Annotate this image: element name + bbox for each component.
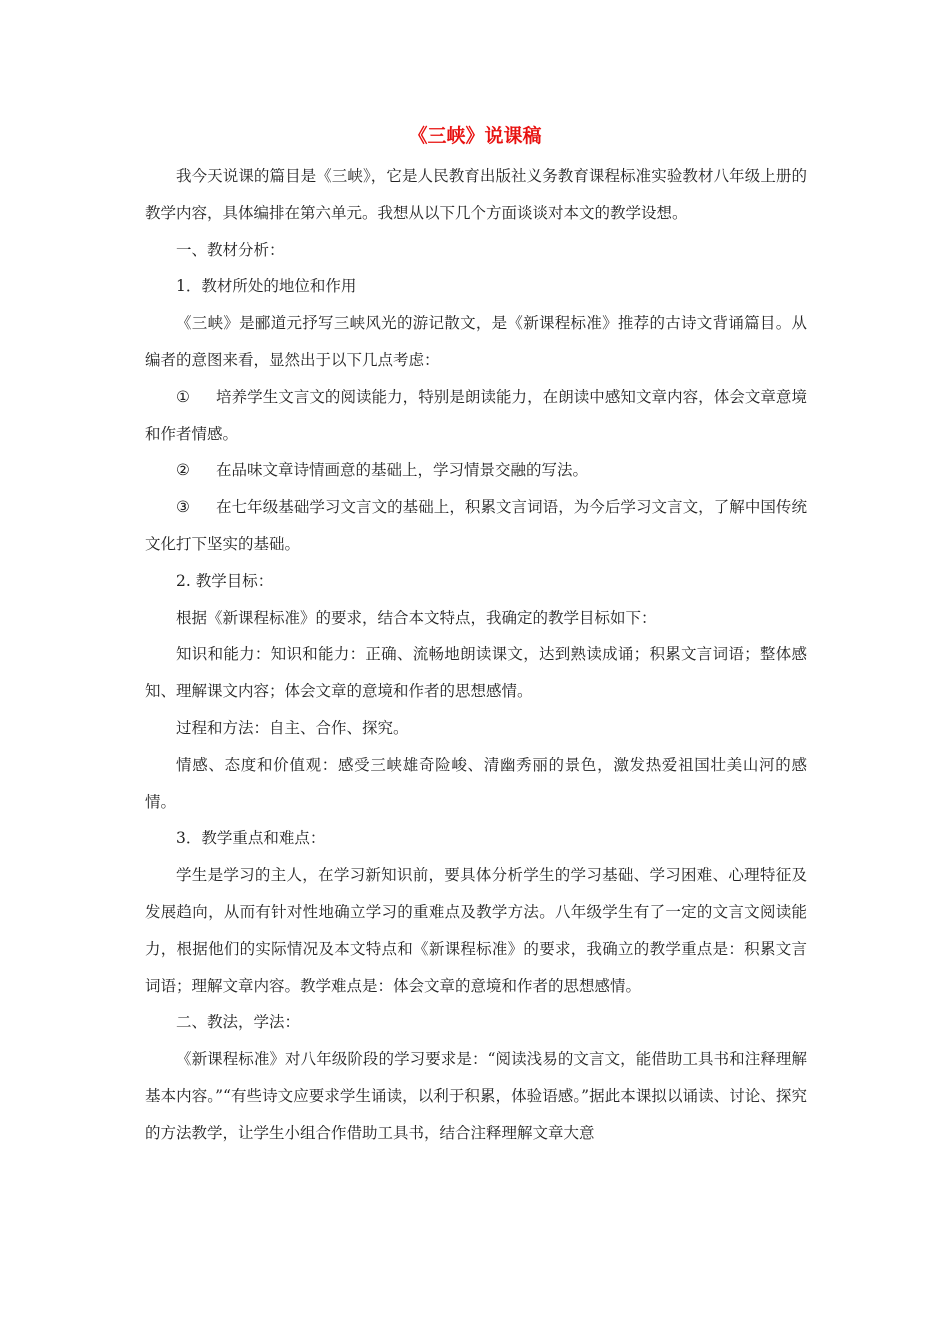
list-item-number: ③ xyxy=(176,498,190,517)
heading-teaching-methods: 二、教法，学法： xyxy=(176,1013,301,1032)
list-item-number: ② xyxy=(176,461,190,480)
list-item-number: ① xyxy=(176,387,190,406)
document-title: 《三峡》说课稿 xyxy=(408,125,542,147)
heading-textbook-analysis: 一、教材分析： xyxy=(176,240,285,259)
list-item xyxy=(145,379,807,453)
list-item-text: 培养学生文言文的阅读能力，特别是朗读能力，在朗读中感知文章内容，体会文章意境和作者情感。 xyxy=(145,387,807,443)
paragraph-position-role: 《三峡》是郦道元抒写三峡风光的游记散文，是《新课程标准》推荐的古诗文背诵篇目。从编者的意图来看，显然出于以下几点考虑： xyxy=(145,314,807,369)
paragraph-emotion-values: 情感、态度和价值观：感受三峡雄奇险峻、清幽秀丽的景色，激发热爱祖国壮美山河的感情。 xyxy=(145,755,807,811)
paragraph-teaching-methods: 《新课程标准》对八年级阶段的学习要求是：“阅读浅易的文言文，能借助工具书和注释理解基本内容。”“有些诗文应要求学生诵读，以利于积累，体验语感。”据此本课拟以诵读、讨论、探究的方法教学，让学生小组合作借助工具书，结合注释理解文章大意 xyxy=(145,1050,807,1142)
paragraph-goals-intro: 根据《新课程标准》的要求，结合本文特点，我确定的教学目标如下： xyxy=(176,608,657,627)
paragraph-intro: 我今天说课的篇目是《三峡》，它是人民教育出版社义务教育课程标准实验教材八年级上册的教学内容，具体编排在第六单元。我想从以下几个方面谈谈对本文的教学设想。 xyxy=(145,167,807,222)
document-body xyxy=(145,158,807,1152)
subheading-position-role: 1．教材所处的地位和作用 xyxy=(176,277,357,296)
paragraph-process-method: 过程和方法：自主、合作、探究。 xyxy=(176,718,409,737)
subheading-key-difficult-points: 3．教学重点和难点： xyxy=(176,829,326,848)
list-item xyxy=(145,452,807,489)
list-item-text: 在七年级基础学习文言文的基础上，积累文言词语，为今后学习文言文，了解中国传统文化打下坚实的基础。 xyxy=(145,498,807,553)
list-item-text: 在品味文章诗情画意的基础上，学习情景交融的写法。 xyxy=(216,461,589,480)
list-item xyxy=(145,489,807,563)
paragraph-key-difficult-points: 学生是学习的主人，在学习新知识前，要具体分析学生的学习基础、学习困难、心理特征及发展趋向，从而有针对性地确立学习的重难点及教学方法。八年级学生有了一定的文言文阅读能力，根据他们的实际情况及本文特点和《新课程标准》的要求，我确立的教学重点是：积累文言词语；理解文章内容。教学难点是：体会文章的意境和作者的思想感情。 xyxy=(145,866,807,995)
subheading-teaching-goals: 2. 教学目标： xyxy=(176,571,274,590)
paragraph-knowledge-ability: 知识和能力：知识和能力：正确、流畅地朗读课文，达到熟读成诵；积累文言词语；整体感知、理解课文内容；体会文章的意境和作者的思想感情。 xyxy=(145,645,807,701)
